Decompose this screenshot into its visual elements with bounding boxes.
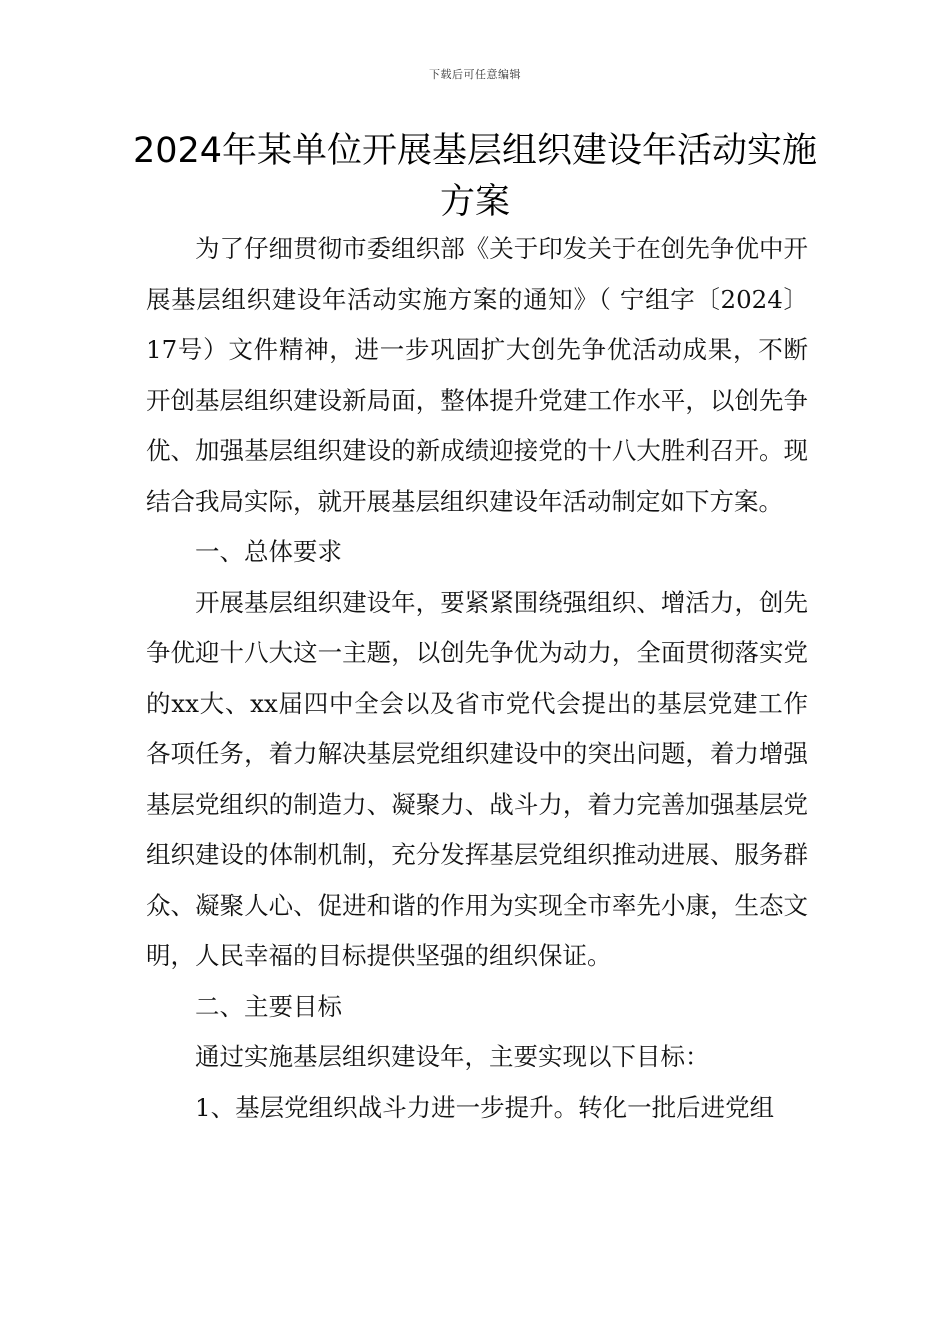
document-body bbox=[146, 224, 808, 1133]
header-note: 下载后可任意编辑 bbox=[429, 68, 521, 81]
goal-item-1: 1、基层党组织战斗力进一步提升。转化一批后进党组 bbox=[195, 1092, 775, 1122]
document-title: 2024年某单位开展基层组织建设年活动实施方案 bbox=[132, 131, 818, 222]
intro-paragraph: 为了仔细贯彻市委组织部《关于印发关于在创先争优中开展基层组织建设年活动实施方案的通知》（ 宁组字〔2024〕17号）文件精神，进一步巩固扩大创先争优活动成果，不断开创基层组织建设新局面，整体提升党建工作水平，以创先争优、加强基层组织建设的新成绩迎接党的十八大胜利召开。现结合我局实际，就开展基层组织建设年活动制定如下方案。 bbox=[146, 234, 808, 516]
section-heading-general-requirements: 一、总体要求 bbox=[195, 537, 342, 566]
main-goals-intro-paragraph: 通过实施基层组织建设年，主要实现以下目标： bbox=[195, 1042, 710, 1071]
section-heading-main-goals: 二、主要目标 bbox=[195, 991, 342, 1021]
general-requirements-paragraph: 开展基层组织建设年，要紧紧围绕强组织、增活力，创先争优迎十八大这一主题，以创先争优为动力，全面贯彻落实党的xx大、xx届四中全会以及省市党代会提出的基层党建工作各项任务，着力解决基层党组织建设中的突出问题，着力增强基层党组织的制造力、凝聚力、战斗力，着力完善加强基层党组织建设的体制机制，充分发挥基层党组织推动进展、服务群众、凝聚人心、促进和谐的作用为实现全市率先小康，生态文明，人民幸福的目标提供坚强的组织保证。 bbox=[146, 587, 808, 970]
